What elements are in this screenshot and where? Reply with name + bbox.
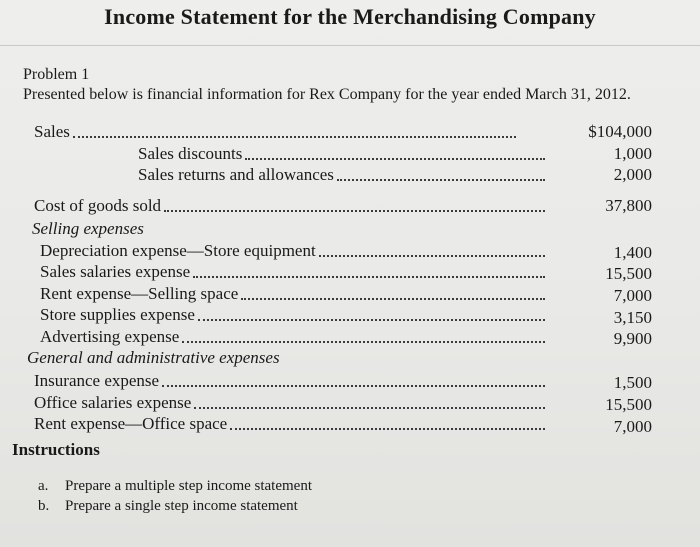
amount-store-supplies: 3,150 (613, 308, 652, 327)
dot-leader (245, 158, 545, 160)
dot-leader (73, 136, 516, 138)
line-item-depreciation (40, 241, 545, 261)
amount-sales: $104,000 (588, 122, 652, 141)
line-item-sales-discounts (138, 144, 545, 164)
dot-leader (162, 385, 545, 387)
line-item-sales-returns (138, 165, 545, 185)
amount-sales-returns: 2,000 (613, 165, 652, 184)
instruction-item (38, 476, 312, 496)
dot-leader (337, 179, 545, 181)
line-item-label: Depreciation expense—Store equipment (40, 241, 316, 260)
line-item-sales (34, 122, 516, 142)
line-item-cogs (34, 196, 545, 216)
problem-intro: Presented below is financial information for Rex Company for the year ended March 31, 2012. (23, 86, 631, 103)
instructions-heading: Instructions (12, 440, 100, 459)
dot-leader (241, 298, 545, 300)
page-title: Income Statement for the Merchandising Company (104, 4, 596, 29)
line-item-label: Sales returns and allowances (138, 165, 334, 184)
line-item-label: Cost of goods sold (34, 196, 162, 215)
line-item-label: Sales discounts (138, 144, 243, 163)
amount-rent-selling: 7,000 (613, 286, 652, 305)
line-item-label: Office salaries expense (34, 393, 192, 412)
amount-sales-discounts: 1,000 (613, 144, 652, 163)
line-item-label: Insurance expense (34, 371, 160, 390)
line-item-rent-selling (40, 284, 545, 304)
dot-leader (164, 210, 545, 212)
amount-advertising: 9,900 (613, 329, 652, 348)
dot-leader (193, 276, 545, 278)
line-item-advertising (40, 327, 545, 347)
line-item-label: Sales (34, 122, 70, 141)
amount-insurance: 1,500 (613, 373, 652, 392)
line-item-label: Sales salaries expense (40, 262, 191, 281)
instruction-text: Prepare a single step income statement (65, 498, 298, 514)
amount-sales-salaries: 15,500 (605, 264, 652, 283)
line-item-label: Rent expense—Office space (34, 414, 228, 433)
line-item-rent-office (34, 414, 545, 434)
dot-leader (198, 319, 545, 321)
line-item-label: Store supplies expense (40, 305, 195, 324)
divider (0, 45, 700, 46)
amount-cogs: 37,800 (605, 196, 652, 215)
line-item-label: Rent expense—Selling space (40, 284, 239, 303)
section-heading-general-admin: General and administrative expenses (27, 348, 280, 367)
amount-office-salaries: 15,500 (605, 395, 652, 414)
instruction-item (38, 496, 298, 516)
dot-leader (182, 341, 545, 343)
problem-heading: Problem 1 (23, 66, 90, 83)
dot-leader (194, 407, 545, 409)
instruction-text: Prepare a multiple step income statement (65, 478, 313, 494)
amount-depreciation: 1,400 (613, 243, 652, 262)
instruction-letter: a. (38, 478, 49, 494)
amount-rent-office: 7,000 (613, 417, 652, 436)
section-heading-selling: Selling expenses (32, 219, 144, 238)
line-item-store-supplies (40, 305, 545, 325)
dot-leader (230, 428, 545, 430)
line-item-sales-salaries (40, 262, 545, 282)
line-item-label: Advertising expense (40, 327, 180, 346)
dot-leader (319, 255, 545, 257)
line-item-insurance (34, 371, 545, 391)
line-item-office-salaries (34, 393, 545, 413)
instruction-letter: b. (38, 498, 50, 514)
